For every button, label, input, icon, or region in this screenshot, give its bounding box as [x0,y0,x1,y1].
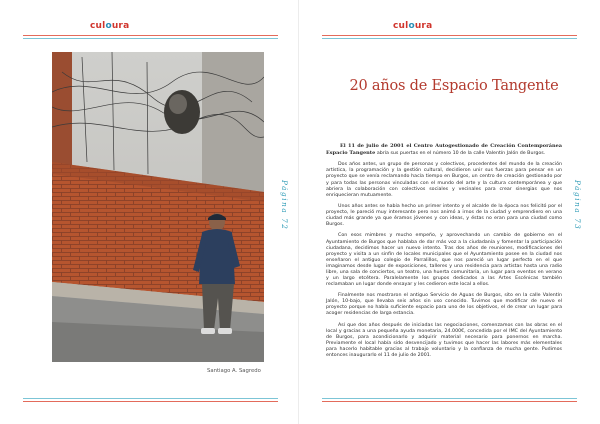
article-paragraph: Dos años antes, un grupo de personas y colectivos, procedentes del mundo de la creación artística, la programación y la gestión cultural, decidieron unir sus fuerzas para pensar en un proyecto que se venía reclamando hacía tiempo en Burgos, un centro de creación gestionado por y para todas las personas vinculadas con el mundo del arte y la cultura contemporánea y que abriera la colaboración con colectivos sociales y vecinales para crear sinergias que nos enriquecieran mutuamente. [326,162,562,198]
lead-bold: El 11 de julio de 2001 el Centro Autogestionado de Creación Contemporánea Espacio Tangente [326,143,562,157]
footer-rule-teal-right [322,398,577,399]
page-number-right: Página 73 [573,180,582,231]
culture-logo-right: culoura [393,21,433,31]
header-rule-red-left [23,35,278,36]
header-rule-teal-right [322,38,577,39]
article-title: 20 años de Espacio Tangente [349,78,559,94]
article-paragraph: Así que dos años después de iniciadas las negociaciones, comenzamos con las obras en el local y gracias a una pequeña ayuda monetaria, 24.000€, concedida por el IMC del Ayuntamiento de Burgos, para acondicionarlo y adquirir material necesario para ponernos en marcha. Previamente el local había sido desvencijado y tuvimos que hacer las labores más elementales para hacerlo habitable gracias al trabajo voluntario y la confianza de mucha gente. Pudimos entonces inaugurarlo el 11 de julio de 2001. [326,322,562,358]
article-paragraph: Finalmente nos mostraron el antiguo Servicio de Aguas de Burgos, sito en la calle Valentín Jalón, 10-bajo, que llevaba seis años sin uso conocido. Tuvimos que modificar de nuevo el proyecto porque no había suficiente espacio para uno de los objetivos, el de crear un lugar para acoger residencias de larga estancia. [326,293,562,317]
street-photo [52,52,264,362]
article-body [326,143,562,364]
culture-logo-left: culoura [90,21,130,31]
article-lead-paragraph [326,143,562,157]
page-gutter [298,0,299,424]
article-paragraph: Unos años antes se había hecho un primer intento y el alcalde de la época nos felicitó por el proyecto, le pareció muy interesante pero nos animó a irnos de la ciudad y emprendiero en una ciudad más grande ya que éramos jóvenes y con ideas, y éstas no eran para una ciudad como Burgos. [326,203,562,228]
header-rule-teal-left [23,38,278,39]
header-rule-red-right [322,35,577,36]
footer-rule-teal-left [23,398,278,399]
footer-rule-red-right [322,401,577,402]
footer-rule-red-left [23,401,278,402]
lead-rest: abría sus puertas en el número 10 de la calle Valentín Jalón de Burgos. [375,151,546,157]
photo-credit: Santiago A. Sagredo [207,368,261,374]
article-paragraph: Con esos mimbres y mucho empeño, y aprovechando un cambio de gobierno en el Ayuntamiento de Burgos que hablaba de dar más voz a la ciudadanía y fomentar la participación ciudadana, decidimos hacer un nuevo intento. Tras dos años de reuniones, modificaciones del proyecto y visita a un sinfín de locales municipales que el Ayuntamiento posee en la ciudad nos enseñaron el antiguo colegio de Parralillos, que nos pareció un lugar perfecto en el que imaginamos desde lugar de exposiciones, talleres y una residencia para artistas hasta una radio libre, una sala de conciertos, un teatro, una huerta comunitaria, un lugar para eventos en verano y un largo etcétera. Paralelamente los grupos dedicados a las Artes Escénicas también reclamaban un lugar donde ensayar y les cedieron este local a ellos. [326,233,562,287]
page-number-left: Página 72 [280,180,289,231]
street-photo-illustration [52,52,264,362]
